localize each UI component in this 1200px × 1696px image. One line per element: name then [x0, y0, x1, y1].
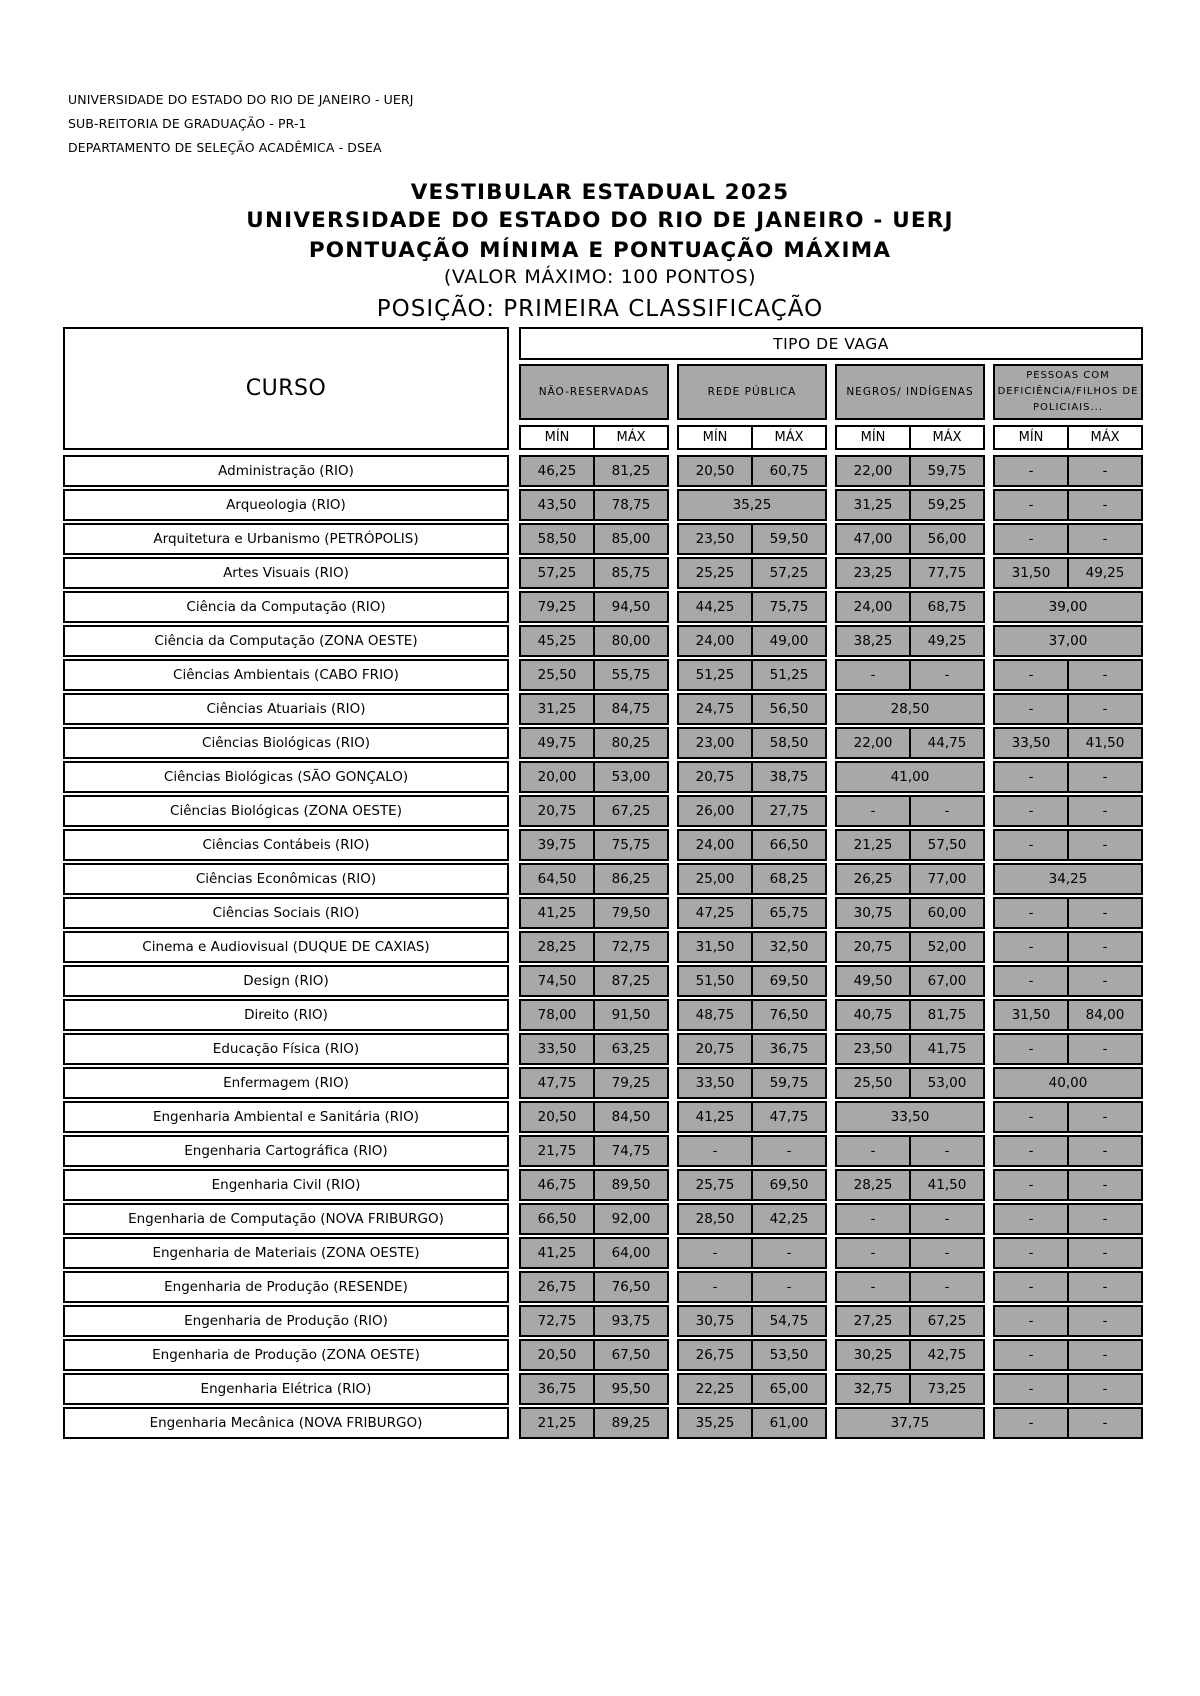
score-cell-max: 79,25	[593, 1067, 669, 1099]
score-cell-max: 55,75	[593, 659, 669, 691]
score-cell-min: 27,25	[835, 1305, 911, 1337]
score-cell-min: 20,50	[677, 455, 753, 487]
score-cell-min: 45,25	[519, 625, 595, 657]
score-cell-min: -	[993, 795, 1069, 827]
score-cell-max: 53,50	[751, 1339, 827, 1371]
score-cell-min: 40,75	[835, 999, 911, 1031]
score-cell-min: 36,75	[519, 1373, 595, 1405]
score-cell-max: 44,75	[909, 727, 985, 759]
course-name: Engenharia Elétrica (RIO)	[63, 1373, 509, 1405]
score-cell-min: 78,00	[519, 999, 595, 1031]
score-cell-max: -	[1067, 965, 1143, 997]
score-cell-min: 74,50	[519, 965, 595, 997]
score-cell-min: 20,50	[519, 1339, 595, 1371]
score-cell-min: -	[993, 1135, 1069, 1167]
score-cell-min: 48,75	[677, 999, 753, 1031]
min-max-header	[677, 425, 827, 450]
score-cell-min: 58,50	[519, 523, 595, 555]
score-cell-merged: 35,25	[677, 489, 827, 521]
course-name: Arqueologia (RIO)	[63, 489, 509, 521]
score-cell-max: -	[1067, 455, 1143, 487]
score-cell-min: 25,75	[677, 1169, 753, 1201]
course-name: Direito (RIO)	[63, 999, 509, 1031]
score-cell-max: -	[1067, 1033, 1143, 1065]
score-cell-max: 27,75	[751, 795, 827, 827]
score-cell-min: 21,25	[835, 829, 911, 861]
course-name: Ciências Ambientais (CABO FRIO)	[63, 659, 509, 691]
score-cell-min: 31,25	[519, 693, 595, 725]
score-cell-min: 25,50	[835, 1067, 911, 1099]
institution-line-3: DEPARTAMENTO DE SELEÇÃO ACADÊMICA - DSEA	[68, 140, 382, 155]
score-cell-max: -	[1067, 693, 1143, 725]
course-name: Engenharia Mecânica (NOVA FRIBURGO)	[63, 1407, 509, 1439]
score-cell-min: 41,25	[519, 1237, 595, 1269]
course-name: Enfermagem (RIO)	[63, 1067, 509, 1099]
score-cell-min: 20,00	[519, 761, 595, 793]
score-cell-max: -	[1067, 659, 1143, 691]
score-title: PONTUAÇÃO MÍNIMA E PONTUAÇÃO MÁXIMA	[308, 238, 892, 263]
course-name: Engenharia de Materiais (ZONA OESTE)	[63, 1237, 509, 1269]
score-cell-merged: 40,00	[993, 1067, 1143, 1099]
score-cell-min: -	[835, 1135, 911, 1167]
score-cell-min: 79,25	[519, 591, 595, 623]
score-cell-max: -	[1067, 1339, 1143, 1371]
score-cell-min: 22,00	[835, 727, 911, 759]
score-cell-min: -	[677, 1271, 753, 1303]
score-cell-min: -	[993, 1237, 1069, 1269]
score-cell-max: 84,75	[593, 693, 669, 725]
score-cell-max: 56,50	[751, 693, 827, 725]
score-cell-min: -	[993, 1271, 1069, 1303]
score-cell-max: -	[909, 1237, 985, 1269]
score-cell-min: -	[993, 897, 1069, 929]
course-name: Engenharia Ambiental e Sanitária (RIO)	[63, 1101, 509, 1133]
score-cell-max: 65,00	[751, 1373, 827, 1405]
score-cell-max: 81,75	[909, 999, 985, 1031]
score-cell-max: 57,50	[909, 829, 985, 861]
score-cell-max: 75,75	[751, 591, 827, 623]
score-cell-max: 41,50	[1067, 727, 1143, 759]
score-cell-max: 41,75	[909, 1033, 985, 1065]
score-cell-max: 60,75	[751, 455, 827, 487]
score-cell-max: 78,75	[593, 489, 669, 521]
course-name: Design (RIO)	[63, 965, 509, 997]
group-header-disability-police: PESSOAS COM DEFICIÊNCIA/FILHOS DE POLICIAIS...	[993, 364, 1143, 420]
min-label: MÍN	[995, 427, 1069, 448]
score-cell-min: 33,50	[519, 1033, 595, 1065]
score-cell-max: 75,75	[593, 829, 669, 861]
score-cell-max: -	[1067, 1237, 1143, 1269]
score-cell-min: -	[677, 1135, 753, 1167]
score-cell-max: 89,25	[593, 1407, 669, 1439]
score-cell-max: -	[751, 1135, 827, 1167]
score-cell-min: 31,50	[677, 931, 753, 963]
score-cell-max: 61,00	[751, 1407, 827, 1439]
institution-header	[68, 88, 414, 160]
score-cell-min: 20,75	[677, 761, 753, 793]
score-cell-min: 31,50	[993, 999, 1069, 1031]
score-cell-max: 41,50	[909, 1169, 985, 1201]
score-cell-max: 32,50	[751, 931, 827, 963]
document-title: VESTIBULAR ESTADUAL 2025	[410, 180, 790, 205]
score-cell-max: 47,75	[751, 1101, 827, 1133]
score-cell-min: 31,25	[835, 489, 911, 521]
score-cell-max: -	[1067, 1101, 1143, 1133]
score-cell-max: 67,25	[909, 1305, 985, 1337]
score-cell-merged: 34,25	[993, 863, 1143, 895]
score-cell-min: -	[993, 1339, 1069, 1371]
group-header-public-school: REDE PÚBLICA	[677, 364, 827, 420]
score-cell-min: 23,50	[835, 1033, 911, 1065]
score-cell-max: 63,25	[593, 1033, 669, 1065]
course-name: Engenharia Cartográfica (RIO)	[63, 1135, 509, 1167]
min-max-header	[519, 425, 669, 450]
score-cell-min: 47,00	[835, 523, 911, 555]
score-cell-merged: 39,00	[993, 591, 1143, 623]
score-cell-min: 57,25	[519, 557, 595, 589]
score-cell-min: 30,75	[835, 897, 911, 929]
score-cell-min: 26,00	[677, 795, 753, 827]
score-cell-min: -	[993, 489, 1069, 521]
group-header-black-indigenous: NEGROS/ INDÍGENAS	[835, 364, 985, 420]
score-cell-max: 95,50	[593, 1373, 669, 1405]
min-label: MÍN	[679, 427, 753, 448]
score-cell-max: -	[751, 1271, 827, 1303]
score-cell-min: 26,75	[519, 1271, 595, 1303]
score-cell-min: 51,25	[677, 659, 753, 691]
score-cell-max: 42,25	[751, 1203, 827, 1235]
score-cell-min: -	[993, 455, 1069, 487]
score-cell-max: 81,25	[593, 455, 669, 487]
score-cell-max: 42,75	[909, 1339, 985, 1371]
score-cell-min: 20,75	[677, 1033, 753, 1065]
score-cell-max: 69,50	[751, 965, 827, 997]
score-cell-min: -	[993, 659, 1069, 691]
score-cell-max: -	[1067, 829, 1143, 861]
score-cell-min: 20,75	[835, 931, 911, 963]
score-cell-min: 35,25	[677, 1407, 753, 1439]
score-cell-max: 68,75	[909, 591, 985, 623]
course-name: Artes Visuais (RIO)	[63, 557, 509, 589]
score-cell-max: 49,25	[909, 625, 985, 657]
score-cell-max: 58,50	[751, 727, 827, 759]
min-label: MÍN	[521, 427, 595, 448]
score-cell-max: 53,00	[593, 761, 669, 793]
score-cell-min: 32,75	[835, 1373, 911, 1405]
score-cell-max: -	[1067, 489, 1143, 521]
score-cell-min: 22,25	[677, 1373, 753, 1405]
score-cell-min: 23,25	[835, 557, 911, 589]
institution-line-2: SUB-REITORIA DE GRADUAÇÃO - PR-1	[68, 116, 307, 131]
score-cell-min: 20,50	[519, 1101, 595, 1133]
score-cell-max: 84,00	[1067, 999, 1143, 1031]
score-cell-max: 64,00	[593, 1237, 669, 1269]
score-cell-min: 30,25	[835, 1339, 911, 1371]
score-cell-min: 26,75	[677, 1339, 753, 1371]
score-cell-max: -	[1067, 1305, 1143, 1337]
score-cell-max: -	[1067, 1373, 1143, 1405]
score-cell-max: 56,00	[909, 523, 985, 555]
score-cell-min: 31,50	[993, 557, 1069, 589]
score-cell-min: -	[835, 659, 911, 691]
course-name: Administração (RIO)	[63, 455, 509, 487]
score-cell-min: -	[993, 1373, 1069, 1405]
max-label: MÁX	[1090, 430, 1120, 445]
max-label: MÁX	[774, 430, 804, 445]
score-cell-max: -	[1067, 761, 1143, 793]
score-cell-max: 60,00	[909, 897, 985, 929]
score-cell-min: 25,50	[519, 659, 595, 691]
position-title: POSIÇÃO: PRIMEIRA CLASSIFICAÇÃO	[376, 296, 824, 322]
score-cell-max: 87,25	[593, 965, 669, 997]
score-cell-max: 77,75	[909, 557, 985, 589]
score-cell-max: 73,25	[909, 1373, 985, 1405]
score-cell-max: 84,50	[593, 1101, 669, 1133]
score-cell-max: 59,75	[909, 455, 985, 487]
score-cell-max: 74,75	[593, 1135, 669, 1167]
course-name: Ciências Econômicas (RIO)	[63, 863, 509, 895]
course-name: Cinema e Audiovisual (DUQUE DE CAXIAS)	[63, 931, 509, 963]
course-name: Engenharia de Produção (RIO)	[63, 1305, 509, 1337]
score-cell-max: 66,50	[751, 829, 827, 861]
score-cell-max: -	[1067, 1203, 1143, 1235]
score-cell-min: 28,25	[835, 1169, 911, 1201]
score-cell-min: 28,25	[519, 931, 595, 963]
score-cell-max: 93,75	[593, 1305, 669, 1337]
course-column-header: CURSO	[63, 327, 509, 450]
score-cell-merged: 33,50	[835, 1101, 985, 1133]
score-cell-max: -	[1067, 931, 1143, 963]
score-cell-min: -	[835, 795, 911, 827]
score-cell-min: 44,25	[677, 591, 753, 623]
score-cell-min: -	[993, 965, 1069, 997]
score-cell-max: 69,50	[751, 1169, 827, 1201]
score-cell-min: 43,50	[519, 489, 595, 521]
min-label: MÍN	[837, 427, 911, 448]
score-cell-max: -	[909, 795, 985, 827]
score-cell-min: 51,50	[677, 965, 753, 997]
score-cell-max: -	[1067, 1407, 1143, 1439]
course-name: Educação Física (RIO)	[63, 1033, 509, 1065]
score-cell-max: 76,50	[751, 999, 827, 1031]
score-cell-max: 53,00	[909, 1067, 985, 1099]
score-cell-max: -	[909, 1271, 985, 1303]
score-cell-min: 25,25	[677, 557, 753, 589]
score-cell-max: 36,75	[751, 1033, 827, 1065]
score-cell-merged: 28,50	[835, 693, 985, 725]
institution-line-1: UNIVERSIDADE DO ESTADO DO RIO DE JANEIRO - UERJ	[68, 92, 414, 107]
score-cell-min: 39,75	[519, 829, 595, 861]
score-cell-min: -	[993, 931, 1069, 963]
score-cell-min: -	[993, 1407, 1069, 1439]
score-cell-max: 68,25	[751, 863, 827, 895]
score-cell-max: -	[909, 1203, 985, 1235]
score-cell-max: -	[1067, 523, 1143, 555]
score-cell-merged: 41,00	[835, 761, 985, 793]
score-cell-min: 49,75	[519, 727, 595, 759]
score-cell-max: 80,00	[593, 625, 669, 657]
score-cell-max: 59,50	[751, 523, 827, 555]
score-cell-min: 46,75	[519, 1169, 595, 1201]
score-cell-min: 33,50	[677, 1067, 753, 1099]
score-cell-max: 54,75	[751, 1305, 827, 1337]
score-cell-min: -	[993, 761, 1069, 793]
score-cell-min: -	[993, 1101, 1069, 1133]
score-cell-max: 67,00	[909, 965, 985, 997]
score-cell-min: 33,50	[993, 727, 1069, 759]
score-cell-max: -	[909, 659, 985, 691]
score-cell-min: -	[993, 1305, 1069, 1337]
score-cell-max: 52,00	[909, 931, 985, 963]
score-cell-min: 47,25	[677, 897, 753, 929]
score-cell-max: 77,00	[909, 863, 985, 895]
score-cell-max: 59,25	[909, 489, 985, 521]
course-name: Engenharia de Computação (NOVA FRIBURGO)	[63, 1203, 509, 1235]
course-name: Ciências Biológicas (ZONA OESTE)	[63, 795, 509, 827]
score-cell-max: 57,25	[751, 557, 827, 589]
course-name: Arquitetura e Urbanismo (PETRÓPOLIS)	[63, 523, 509, 555]
score-cell-min: 21,25	[519, 1407, 595, 1439]
score-cell-max: 72,75	[593, 931, 669, 963]
score-cell-max: -	[1067, 1271, 1143, 1303]
score-cell-max: 65,75	[751, 897, 827, 929]
course-name: Ciências Atuariais (RIO)	[63, 693, 509, 725]
score-cell-max: 49,25	[1067, 557, 1143, 589]
score-cell-min: 46,25	[519, 455, 595, 487]
score-cell-max: 67,50	[593, 1339, 669, 1371]
course-name: Ciências Biológicas (SÃO GONÇALO)	[63, 761, 509, 793]
score-cell-min: -	[835, 1203, 911, 1235]
score-cell-min: 30,75	[677, 1305, 753, 1337]
score-cell-max: 76,50	[593, 1271, 669, 1303]
score-cell-max: 92,00	[593, 1203, 669, 1235]
course-name: Engenharia de Produção (ZONA OESTE)	[63, 1339, 509, 1371]
score-cell-max: 85,75	[593, 557, 669, 589]
score-cell-min: 24,75	[677, 693, 753, 725]
max-value-note: (VALOR MÁXIMO: 100 PONTOS)	[443, 266, 757, 288]
score-cell-merged: 37,00	[993, 625, 1143, 657]
score-cell-min: 22,00	[835, 455, 911, 487]
score-cell-min: 24,00	[677, 829, 753, 861]
course-name: Engenharia de Produção (RESENDE)	[63, 1271, 509, 1303]
score-cell-max: 89,50	[593, 1169, 669, 1201]
vacancy-type-header: TIPO DE VAGA	[519, 327, 1143, 360]
score-cell-min: 24,00	[677, 625, 753, 657]
course-name: Engenharia Civil (RIO)	[63, 1169, 509, 1201]
score-cell-max: -	[751, 1237, 827, 1269]
score-cell-max: 80,25	[593, 727, 669, 759]
score-cell-max: -	[1067, 795, 1143, 827]
score-cell-max: 94,50	[593, 591, 669, 623]
score-cell-min: -	[835, 1237, 911, 1269]
score-cell-max: 38,75	[751, 761, 827, 793]
score-cell-max: 85,00	[593, 523, 669, 555]
score-cell-min: 38,25	[835, 625, 911, 657]
min-max-header	[835, 425, 985, 450]
score-cell-min: -	[677, 1237, 753, 1269]
score-cell-max: -	[1067, 1169, 1143, 1201]
score-cell-max: 91,50	[593, 999, 669, 1031]
score-cell-max: 51,25	[751, 659, 827, 691]
score-cell-merged: 37,75	[835, 1407, 985, 1439]
score-cell-max: 59,75	[751, 1067, 827, 1099]
score-cell-min: 24,00	[835, 591, 911, 623]
score-cell-min: 25,00	[677, 863, 753, 895]
group-header-non-reserved: NÃO-RESERVADAS	[519, 364, 669, 420]
score-cell-max: -	[1067, 1135, 1143, 1167]
score-cell-max: -	[1067, 897, 1143, 929]
score-cell-max: -	[909, 1135, 985, 1167]
score-cell-min: 26,25	[835, 863, 911, 895]
score-cell-min: 47,75	[519, 1067, 595, 1099]
score-cell-max: 86,25	[593, 863, 669, 895]
max-label: MÁX	[616, 430, 646, 445]
score-cell-min: 72,75	[519, 1305, 595, 1337]
score-cell-min: 21,75	[519, 1135, 595, 1167]
score-cell-min: -	[993, 829, 1069, 861]
course-name: Ciência da Computação (ZONA OESTE)	[63, 625, 509, 657]
course-name: Ciências Contábeis (RIO)	[63, 829, 509, 861]
min-max-header	[993, 425, 1143, 450]
score-cell-min: 20,75	[519, 795, 595, 827]
score-cell-min: 28,50	[677, 1203, 753, 1235]
score-cell-min: -	[993, 1033, 1069, 1065]
score-cell-min: -	[993, 693, 1069, 725]
score-cell-max: 67,25	[593, 795, 669, 827]
score-cell-min: 49,50	[835, 965, 911, 997]
score-cell-min: 41,25	[677, 1101, 753, 1133]
score-cell-min: 41,25	[519, 897, 595, 929]
score-cell-min: -	[993, 523, 1069, 555]
score-cell-min: 23,00	[677, 727, 753, 759]
max-label: MÁX	[932, 430, 962, 445]
course-name: Ciências Biológicas (RIO)	[63, 727, 509, 759]
score-cell-min: 64,50	[519, 863, 595, 895]
university-title: UNIVERSIDADE DO ESTADO DO RIO DE JANEIRO - UERJ	[246, 208, 954, 233]
score-cell-min: 66,50	[519, 1203, 595, 1235]
score-cell-min: -	[993, 1169, 1069, 1201]
score-cell-min: 23,50	[677, 523, 753, 555]
course-name: Ciências Sociais (RIO)	[63, 897, 509, 929]
score-cell-max: 79,50	[593, 897, 669, 929]
score-cell-min: -	[835, 1271, 911, 1303]
score-cell-max: 49,00	[751, 625, 827, 657]
score-cell-min: -	[993, 1203, 1069, 1235]
course-name: Ciência da Computação (RIO)	[63, 591, 509, 623]
